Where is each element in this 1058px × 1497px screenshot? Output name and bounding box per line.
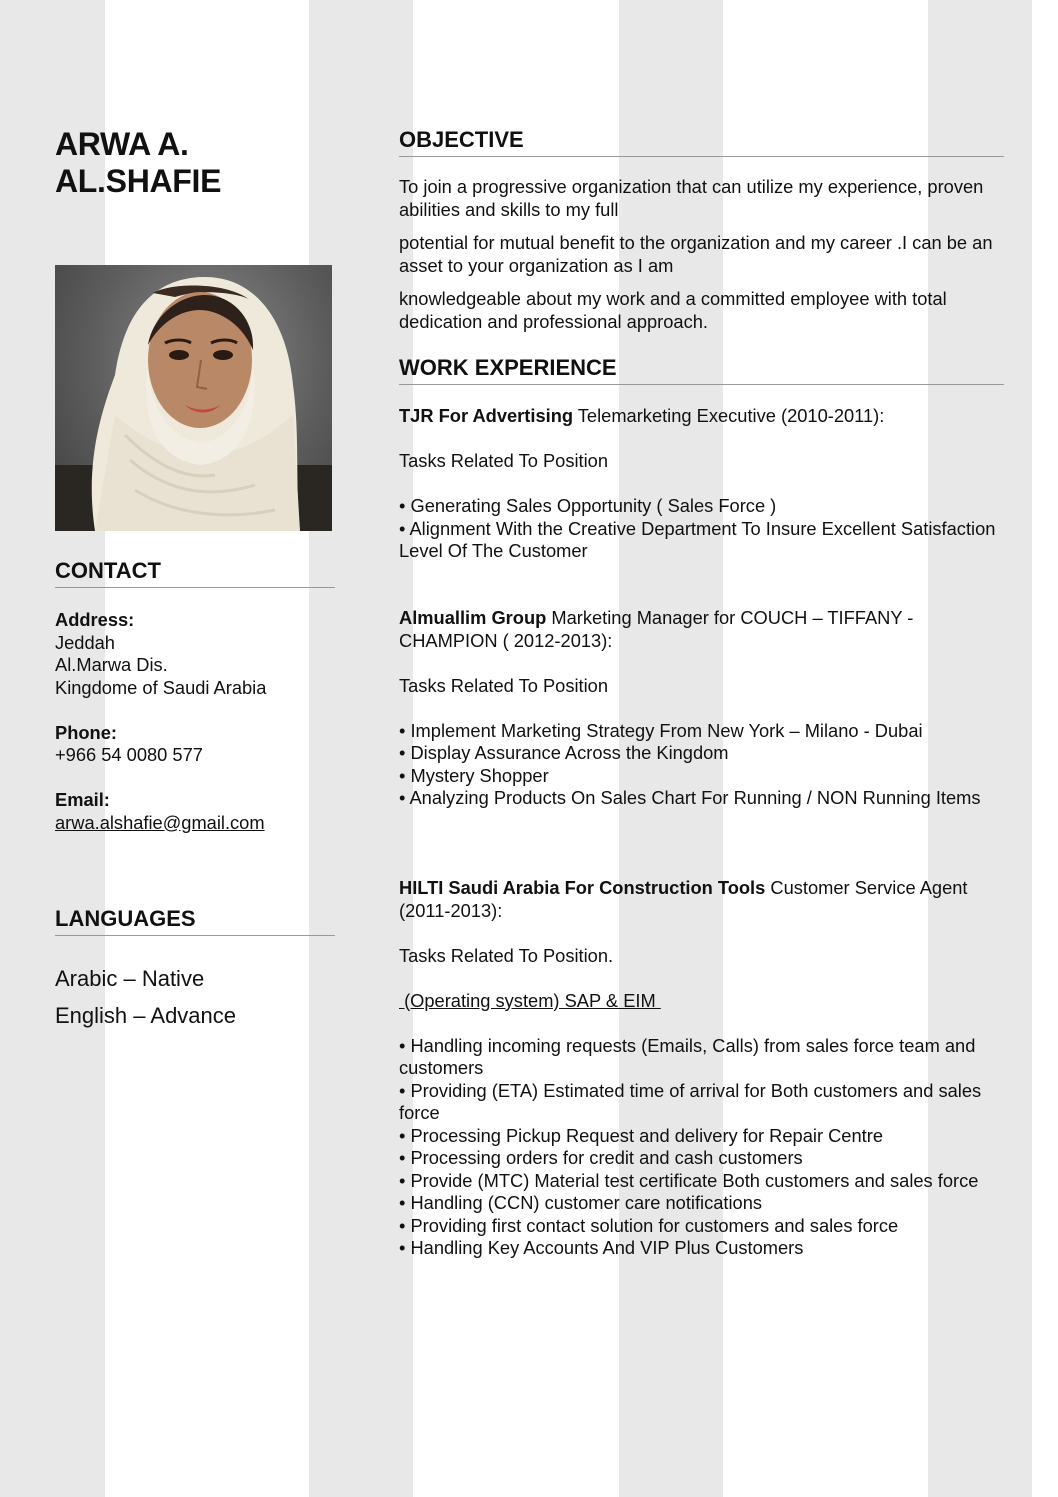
job-bullet: • Providing (ETA) Estimated time of arrival for Both customers and sales force (399, 1079, 982, 1123)
objective-paragraph: potential for mutual benefit to the organization and my career .I can be an asset to your organization as I am (399, 232, 993, 276)
job-company: TJR For Advertising (399, 405, 574, 426)
phone-label: Phone: (55, 721, 117, 743)
job-tasks-label: Tasks Related To Position. (399, 944, 614, 966)
job-bullet: • Handling Key Accounts And VIP Plus Customers (399, 1237, 804, 1258)
work-section (399, 355, 1004, 385)
job-tasks-label: Tasks Related To Position (399, 674, 608, 696)
work-heading: WORK EXPERIENCE (399, 355, 1004, 385)
address-line-country: Kingdome of Saudi Arabia (55, 676, 267, 698)
job-title: Marketing Manager for COUCH – TIFFANY - CHAMPION ( 2012-2013): (399, 607, 914, 651)
job-bullet: • Handling (CCN) customer care notifications (399, 1192, 763, 1213)
profile-photo (55, 265, 332, 531)
job-entry (399, 877, 999, 1260)
job-bullet: • Providing first contact solution for customers and sales force (399, 1214, 899, 1236)
objective-text (399, 176, 999, 333)
job-title-line (399, 607, 999, 652)
job-bullet: • Mystery Shopper (399, 764, 549, 786)
job-title-line (399, 877, 999, 922)
job-company: Almuallim Group (399, 607, 547, 628)
job-bullet: • Provide (MTC) Material test certificate Both customers and sales force (399, 1169, 979, 1191)
contact-details (55, 609, 335, 834)
job-system: (Operating system) SAP & EIM (399, 989, 661, 1011)
job-bullet: • Processing Pickup Request and delivery for Repair Centre (399, 1124, 883, 1146)
address-label: Address: (55, 609, 135, 630)
objective-paragraph: To join a progressive organization that can utilize my experience, proven abilities and skills to my full (399, 176, 984, 220)
language-item: Arabic – Native (55, 966, 205, 991)
job-bullet: • Display Assurance Across the Kingdom (399, 742, 729, 763)
portrait-illustration (55, 265, 332, 531)
job-bullet: • Generating Sales Opportunity ( Sales Force ) (399, 495, 777, 516)
job-company: HILTI Saudi Arabia For Construction Tools (399, 877, 766, 898)
job-title: Telemarketing Executive (2010-2011): (573, 405, 885, 426)
job-entry (399, 405, 999, 563)
job-bullet: • Processing orders for credit and cash customers (399, 1147, 803, 1168)
objective-paragraph: knowledgeable about my work and a committed employee with total dedication and professional approach. (399, 288, 947, 332)
phone-number: +966 54 0080 577 (55, 744, 203, 765)
job-bullet: • Analyzing Products On Sales Chart For Running / NON Running Items (399, 787, 981, 808)
candidate-name (55, 126, 221, 200)
contact-heading: CONTACT (55, 558, 335, 588)
name-line-1: ARWA A. (55, 126, 189, 162)
job-title-line (399, 405, 999, 428)
job-entry (399, 607, 999, 810)
language-item: English – Advance (55, 1003, 237, 1028)
job-tasks-label: Tasks Related To Position (399, 450, 608, 471)
job-title: Customer Service Agent (2011-2013): (399, 877, 968, 921)
contact-section (55, 558, 335, 588)
email-link[interactable]: arwa.alshafie@gmail.com (55, 811, 265, 833)
objective-section (399, 127, 1004, 157)
job-bullet: • Handling incoming requests (Emails, Calls) from sales force team and customers (399, 1034, 976, 1078)
email-label: Email: (55, 789, 110, 810)
job-bullet: • Implement Marketing Strategy From New York – Milano - Dubai (399, 719, 923, 741)
address-line-city: Jeddah (55, 631, 115, 653)
job-bullet: • Alignment With the Creative Department To Insure Excellent Satisfaction Level Of The Customer (399, 517, 996, 561)
objective-heading: OBJECTIVE (399, 127, 1004, 157)
languages-heading: LANGUAGES (55, 906, 335, 936)
address-line-district: Al.Marwa Dis. (55, 654, 168, 675)
name-line-2: AL.SHAFIE (55, 163, 222, 199)
languages-section (55, 906, 335, 936)
languages-list (55, 960, 236, 1034)
